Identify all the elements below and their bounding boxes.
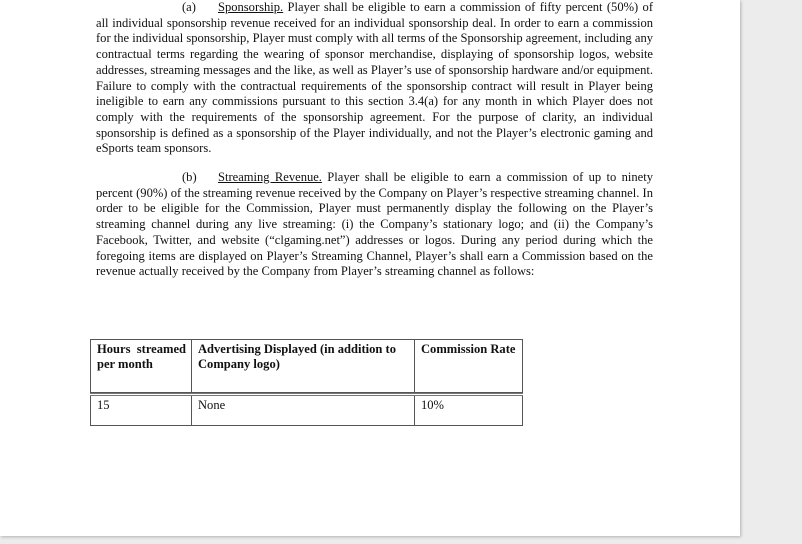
- cell-hours: 15: [91, 395, 192, 426]
- document-body: [96, 0, 653, 280]
- header-hours: Hours streamed per month: [91, 340, 192, 393]
- paragraph-heading: Sponsorship.: [218, 0, 284, 14]
- header-advertising: Advertising Displayed (in addition to Company logo): [192, 340, 415, 393]
- table-row: [91, 395, 523, 426]
- paragraph-marker: (a): [182, 0, 196, 14]
- paragraph-marker: (b): [182, 170, 197, 185]
- paragraph-text: Player shall be eligible to earn a commission of up to ninety percent (90%) of the streaming revenue received by the Company on Player’s respective streaming channel. In order to be eligible for the Commission, Player must permanently display the following on the Player’s streaming channel during any live streaming: (i) the Company’s stationary logo; and (ii) the Company’s Facebook, Twitter, and website (“clgaming.net”) addresses or logos. During any period during which the foregoing items are displayed on Player’s Streaming Channel, Player’s shall earn a Commission based on the revenue actually received by the Company from Player’s streaming channel as follows:: [96, 170, 653, 279]
- cell-commission-rate: 10%: [415, 395, 523, 426]
- commission-table: [90, 339, 523, 426]
- streaming-revenue-paragraph: [96, 170, 653, 280]
- table-header-row: [91, 340, 523, 393]
- header-commission-rate: Commission Rate: [415, 340, 523, 393]
- cell-advertising: None: [192, 395, 415, 426]
- paragraph-text: Player shall be eligible to earn a commission of fifty percent (50%) of all individual sponsorship revenue received for an individual sponsorship deal. In order to earn a commission for the individual sponsorship, Player must comply with all terms of the Sponsorship agreement, including any contractual terms regarding the wearing of sponsor merchandise, displaying of sponsorship logos, website addresses, streaming messages and the like, as well as Player’s use of sponsorship hardware and/or equipment. Failure to comply with the contractual requirements of the sponsorship contract will result in Player being ineligible to earn any commissions pursuant to this section 3.4(a) for any month in which Player does not comply with the requirements of the sponsorship agreement. For the purpose of clarity, an individual sponsorship is defined as a sponsorship of the Player individually, and not the Player’s electronic gaming and eSports team sponsors.: [96, 0, 653, 156]
- paragraph-heading: Streaming Revenue.: [218, 170, 322, 185]
- sponsorship-paragraph: [96, 0, 653, 157]
